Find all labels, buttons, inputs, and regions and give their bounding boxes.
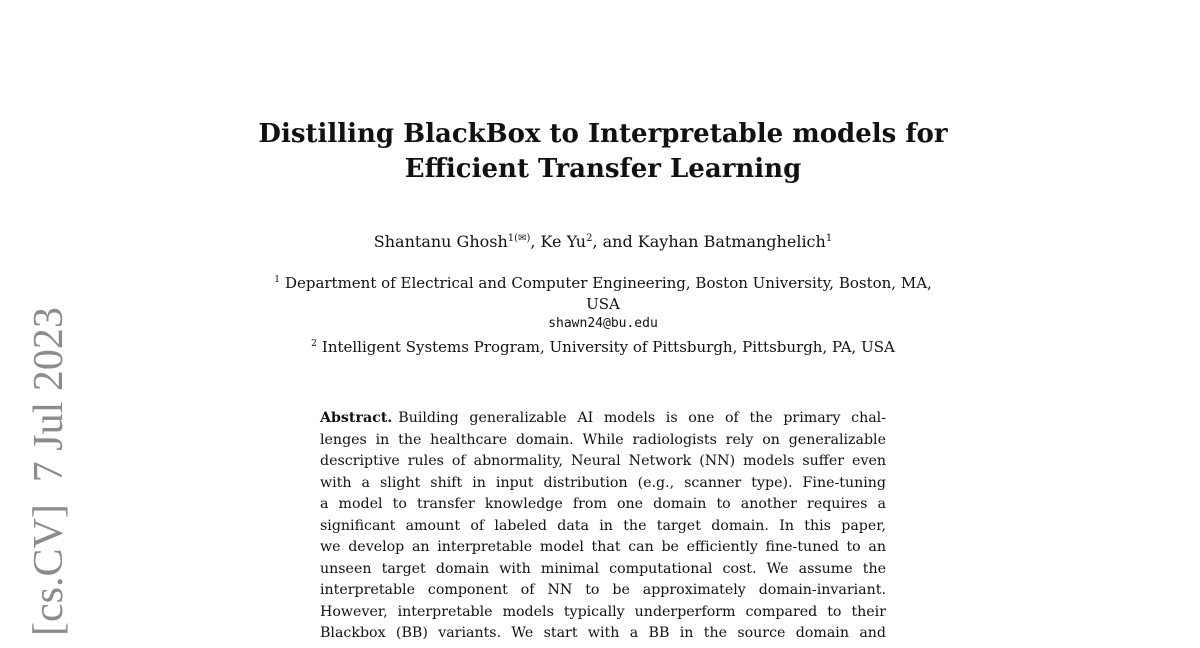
abstract-line-8: interpretable component of NN to be approximately domain-invariant.: [320, 582, 886, 598]
affiliation-1-text: Department of Electrical and Computer Engineering, Boston University, Boston, MA, USA: [284, 274, 932, 313]
abstract-line-4: a model to transfer knowledge from one domain to another requires a: [320, 496, 886, 512]
affiliation-1: [262, 270, 944, 315]
affiliation-1-mark: 1: [274, 275, 280, 285]
affiliation-2: [262, 334, 944, 358]
author-3-name: Kayhan Batmanghelich: [637, 232, 826, 251]
abstract-line-text: Building generalizable AI models is one of the primary chal-: [398, 410, 886, 426]
affiliation-2-mark: 2: [311, 339, 317, 349]
title-line-2: Efficient Transfer Learning: [404, 154, 802, 184]
author-3-affil-mark: 1: [825, 233, 833, 244]
arxiv-category: [cs.CV]: [26, 504, 72, 636]
abstract: [320, 408, 886, 645]
affiliation-2-text: Intelligent Systems Program, University of Pittsburgh, Pittsburgh, PA, USA: [321, 338, 895, 356]
abstract-line-10: Blackbox (BB) variants. We start with a BB in the source domain and: [320, 625, 886, 641]
abstract-line-7: unseen target domain with minimal computational cost. We assume the: [320, 560, 886, 577]
author-1-affil-mark: 1(✉): [507, 233, 531, 244]
abstract-line-0: [320, 408, 886, 430]
arxiv-sidebar-stamp: [28, 307, 70, 636]
author-2-name: Ke Yu: [540, 232, 587, 251]
abstract-line-1: lenges in the healthcare domain. While radiologists rely on generalizable: [320, 431, 886, 448]
abstract-line-3: with a slight shift in input distribution (e.g., scanner type). Fine-tuning: [320, 474, 886, 491]
author-2-affil-mark: 2: [586, 233, 593, 244]
author-separator-1: ,: [530, 232, 541, 251]
arxiv-date: 7 Jul 2023: [26, 307, 72, 483]
author-separator-2: , and: [592, 232, 638, 251]
author-1-name: Shantanu Ghosh: [373, 232, 508, 251]
author-list: [250, 228, 956, 253]
abstract-line-5: significant amount of labeled data in the target domain. In this paper,: [320, 517, 886, 534]
abstract-label: Abstract.: [320, 410, 393, 426]
title-line-1: Distilling BlackBox to Interpretable models for: [258, 119, 948, 149]
abstract-line-9: However, interpretable models typically underperform compared to their: [320, 603, 886, 620]
abstract-line-2: descriptive rules of abnormality, Neural Network (NN) models suffer even: [320, 453, 886, 469]
abstract-line-6: we develop an interpretable model that can be efficiently fine-tuned to an: [320, 539, 886, 555]
corresponding-email: shawn24@bu.edu: [548, 316, 658, 331]
paper-title: [250, 117, 956, 187]
